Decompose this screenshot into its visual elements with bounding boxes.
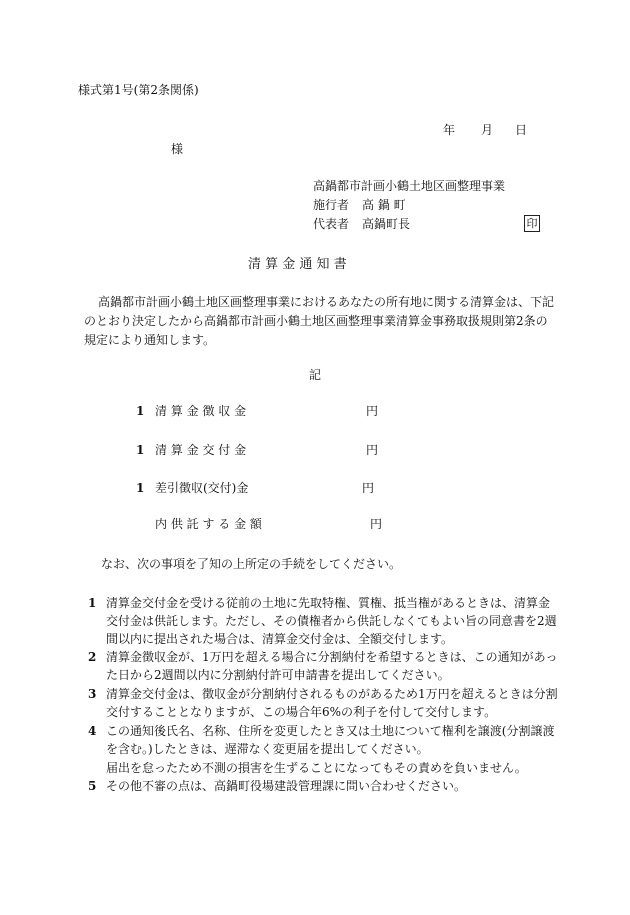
intro-paragraph	[84, 293, 564, 350]
amount-unit: 円	[370, 517, 383, 531]
item-line: 清算金交付金は、徴収金が分割納付されるものがあるため1万円を超えるときは分割	[106, 687, 558, 701]
item-number: 4	[88, 724, 97, 738]
amount-number: 1	[136, 404, 145, 418]
amount-unit: 円	[366, 443, 379, 457]
operator-name: 高 鍋 町	[362, 198, 406, 212]
date-month-label: 月	[481, 123, 494, 137]
form-label: 様式第1号(第2条関係)	[78, 83, 199, 97]
intro-line: 高鍋都市計画小鶴土地区画整理事業におけるあなたの所有地に関する清算金は、下記	[98, 295, 555, 309]
deposit-amount-label: 内 供 託 す る 金 額	[155, 517, 262, 531]
item-line: この通知後氏名、名称、住所を変更したとき又は土地について権利を譲渡(分割譲渡	[106, 724, 555, 738]
operator-label: 施行者	[313, 198, 350, 212]
amount-unit: 円	[362, 481, 375, 495]
item-line: その他不審の点は、高鍋町役場建設管理課に問い合わせください。	[106, 779, 467, 793]
amount-label: 清 算 金 徴 収 金	[155, 404, 247, 418]
date-day-label: 日	[515, 123, 528, 137]
amount-number: 1	[136, 443, 145, 457]
seal-mark: 印	[524, 215, 540, 232]
item-line: 間以内に提出された場合は、清算金交付金は、全額交付します。	[106, 632, 454, 646]
amount-label: 差引徴収(交付)金	[155, 481, 249, 495]
procedure-note: なお、次の事項を了知の上所定の手続をしてください。	[101, 557, 402, 571]
recipient-suffix: 様	[171, 142, 184, 156]
item-line: 清算金徴収金が、1万円を超える場合に分割納付を希望するときは、この通知があっ	[106, 650, 558, 664]
date-year-label: 年	[443, 123, 456, 137]
item-number: 5	[88, 779, 97, 793]
item-number: 3	[88, 687, 97, 701]
item-number: 2	[88, 650, 97, 664]
item-line: を含む。)したときは、遅滞なく変更届を提出してください。	[106, 742, 429, 756]
ki-heading: 記	[309, 368, 322, 382]
representative-label: 代表者	[313, 217, 350, 231]
item-line: 清算金交付金を受ける従前の土地に先取特権、質権、抵当権があるときは、清算金	[106, 596, 551, 610]
representative-name: 高鍋町長	[362, 217, 411, 231]
item-line: 届出を怠ったため不測の損害を生ずることになってもその責めを負いません。	[106, 761, 527, 775]
item-line: 交付することとなりますが、この場合年6%の利子を付して交付します。	[106, 705, 497, 719]
amount-number: 1	[136, 481, 145, 495]
item-line: た日から2週間以内に分割納付許可申請書を提出してください。	[106, 668, 450, 682]
item-line: 交付金は供託します。ただし、その債権者から供託しなくてもよい旨の同意書を2週	[106, 614, 557, 628]
intro-line: のとおり決定したから高鍋都市計画小鶴土地区画整理事業清算金事務取扱規則第2条の	[84, 314, 548, 328]
intro-line: 規定により通知します。	[84, 333, 216, 347]
issuer-project: 高鍋都市計画小鶴土地区画整理事業	[313, 179, 506, 193]
item-number: 1	[88, 596, 97, 610]
amount-label: 清 算 金 交 付 金	[155, 443, 247, 457]
document-title: 清 算 金 通 知 書	[248, 257, 347, 272]
amount-unit: 円	[366, 404, 379, 418]
